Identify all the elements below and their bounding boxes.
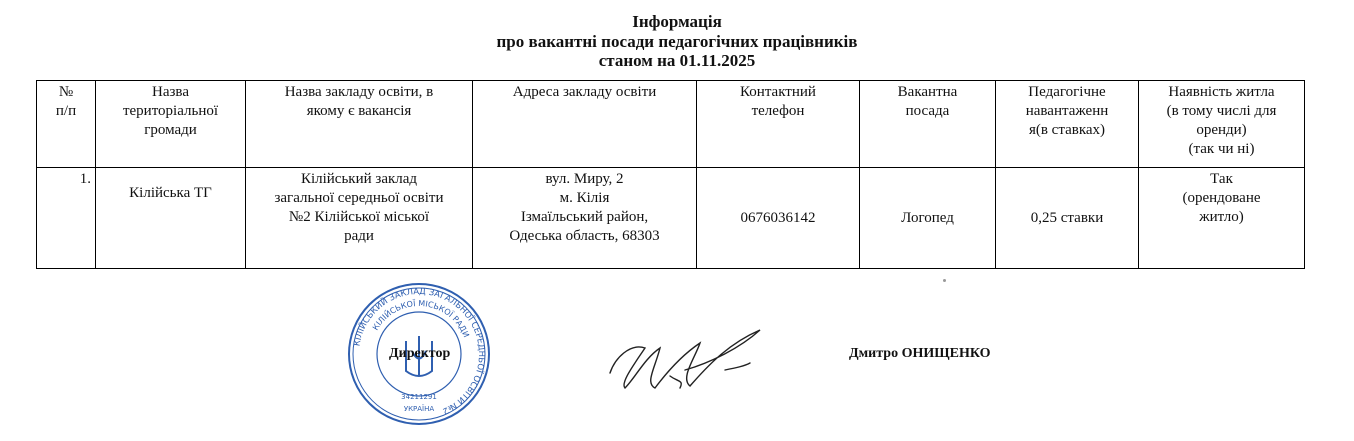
cell-line: житло)	[1199, 209, 1244, 225]
stamp-inner-text: КІЛІЙСЬКОЇ МІСЬКОЇ РАДИ	[370, 298, 471, 339]
cell-line: загальної середньої освіти	[274, 190, 444, 206]
cell-load	[996, 168, 1139, 269]
cell-line: Ізмаїльський район,	[520, 209, 649, 225]
cell-line: Кілійський заклад	[300, 171, 418, 187]
title-line-2: про вакантні посади педагогічних працівників	[496, 31, 858, 51]
header-housing	[1139, 81, 1305, 168]
vacancies-table	[36, 80, 1305, 269]
header-line: №	[58, 84, 74, 100]
cell-line: вул. Миру, 2	[545, 171, 624, 187]
header-line: Контактний	[740, 84, 816, 100]
cell-line: 0,25 ставки	[1030, 209, 1104, 226]
header-load	[996, 81, 1139, 168]
header-line: навантаженн	[1025, 103, 1109, 119]
cell-line: 0676036142	[740, 209, 816, 226]
header-line: посада	[905, 103, 950, 119]
header-school	[246, 81, 473, 168]
scan-speck	[943, 279, 946, 282]
header-line: Наявність житла	[1168, 84, 1275, 100]
header-line: Вакантна	[897, 84, 958, 100]
cell-community	[96, 168, 246, 269]
header-line: я(в ставках)	[1028, 122, 1106, 138]
cell-line: м. Кілія	[559, 190, 610, 206]
cell-school	[246, 168, 473, 269]
stamp-country: УКРАЇНА	[403, 405, 435, 413]
stamp-outer-text: КІЛІЙСЬКИЙ ЗАКЛАД ЗАГАЛЬНОЇ СЕРЕДНЬОЇ ОСВІТИ №2	[352, 286, 487, 416]
header-line: (в тому числі для	[1166, 103, 1277, 119]
header-community	[96, 81, 246, 168]
header-line: оренди)	[1196, 122, 1247, 138]
cell-address	[473, 168, 697, 269]
header-line: Адреса закладу освіти	[512, 84, 657, 100]
header-line: Назва закладу освіти, в	[284, 84, 434, 100]
cell-line: Логопед	[901, 209, 954, 226]
cell-position	[860, 168, 996, 269]
cell-number: 1.	[37, 168, 96, 269]
cell-line: Так	[1210, 171, 1233, 187]
title-line-1: Інформація	[632, 12, 722, 31]
table-header-row	[37, 81, 1305, 168]
header-line: територіальної	[122, 103, 219, 119]
header-line: якому є вакансія	[306, 103, 412, 119]
header-line: телефон	[751, 103, 805, 119]
header-number	[37, 81, 96, 168]
cell-phone	[697, 168, 860, 269]
document-title	[0, 12, 1354, 71]
header-line: громади	[144, 122, 197, 138]
header-address	[473, 81, 697, 168]
director-name: Дмитро ОНИЩЕНКО	[849, 346, 991, 361]
cell-line: Кілійська ТГ	[129, 185, 212, 201]
signature	[600, 318, 770, 398]
header-phone	[697, 81, 860, 168]
director-label: Директор	[389, 346, 451, 361]
cell-line: Одеська область, 68303	[509, 228, 660, 244]
table-row	[37, 168, 1305, 269]
header-line: (так чи ні)	[1188, 141, 1255, 157]
header-line: Педагогічне	[1028, 84, 1106, 100]
cell-line: №2 Кілійської міської	[288, 209, 430, 225]
title-line-3: станом на 01.11.2025	[598, 51, 756, 70]
cell-line: (орендоване	[1182, 190, 1261, 206]
cell-line: ради	[344, 228, 374, 244]
stamp-code: 34211291	[401, 393, 437, 401]
cell-housing	[1139, 168, 1305, 269]
header-position	[860, 81, 996, 168]
header-line: п/п	[55, 103, 77, 119]
header-line: Назва	[152, 84, 189, 100]
